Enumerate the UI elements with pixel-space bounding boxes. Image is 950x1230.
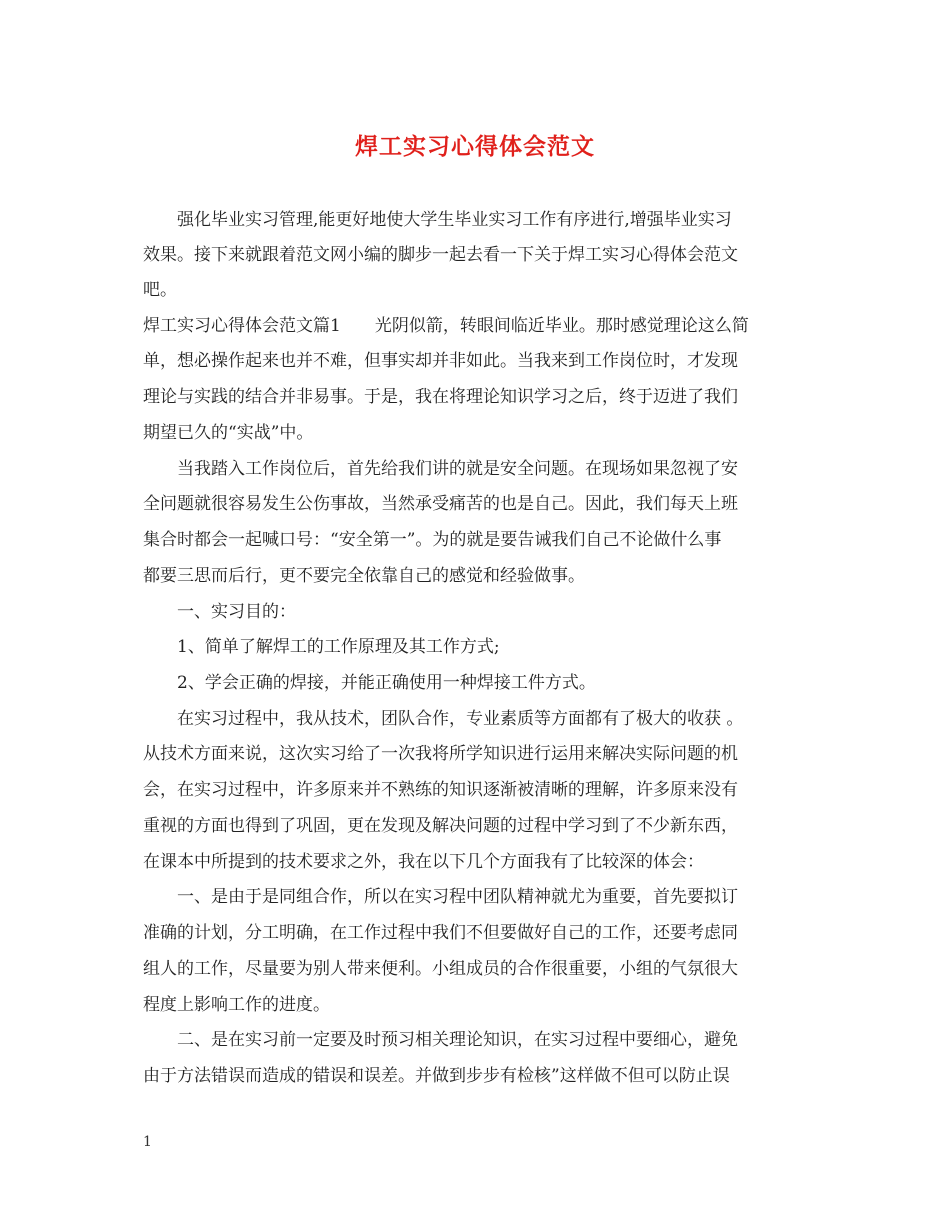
text-line: 当我踏入工作岗位后，首先给我们讲的就是安全问题。在现场如果忽视了安 xyxy=(143,459,738,479)
text-line: 理论与实践的结合并非易事。于是，我在将理论知识学习之后，终于迈进了我们 xyxy=(143,387,738,407)
text-line: 1、简单了解焊工的工作原理及其工作方式; xyxy=(143,637,500,657)
text-line: 期望已久的“实战”中。 xyxy=(143,423,314,443)
text-line: 2、学会正确的焊接，并能正确使用一种焊接工件方式。 xyxy=(143,673,596,693)
text-line: 由于方法错误而造成的错误和误差。并做到步步有检核”这样做不但可以防止误 xyxy=(143,1066,730,1086)
text-line: 程度上影响工作的进度。 xyxy=(143,995,330,1015)
text-line: 单，想必操作起来也并不难，但事实却并非如此。当我来到工作岗位时，才发现 xyxy=(143,351,738,371)
text-line: 组人的工作，尽量要为别人带来便利。小组成员的合作很重要，小组的气氛很大 xyxy=(143,959,738,979)
text-line: 效果。接下来就跟着范文网小编的脚步一起去看一下关于焊工实习心得体会范文 xyxy=(143,245,738,265)
text-line: 重视的方面也得到了巩固，更在发现及解决问题的过程中学习到了不少新东西， xyxy=(143,816,738,836)
text-line: 集合时都会一起喊口号：“安全第一”。为的就是要告诫我们自己不论做什么事 xyxy=(143,530,722,550)
text-line: 在实习过程中，我从技术，团队合作，专业素质等方面都有了极大的收获 。 xyxy=(143,709,744,729)
document-title: 焊工实习心得体会范文 xyxy=(355,134,595,160)
text-line: 吧。 xyxy=(143,280,177,300)
text-line: 全问题就很容易发生公伤事故，当然承受痛苦的也是自己。因此，我们每天上班 xyxy=(143,494,738,514)
text-line: 都要三思而后行，更不要完全依靠自己的感觉和经验做事。 xyxy=(143,566,585,586)
text-line: 二、是在实习前一定要及时预习相关理论知识，在实习过程中要细心，避免 xyxy=(143,1030,738,1050)
text-line: 准确的计划，分工明确，在工作过程中我们不但要做好自己的工作，还要考虑同 xyxy=(143,923,738,943)
text-line: 在课本中所提到的技术要求之外，我在以下几个方面我有了比较深的体会： xyxy=(143,852,704,872)
text-line: 一、是由于是同组合作，所以在实习程中团队精神就尤为重要，首先要拟订 xyxy=(143,887,738,907)
page-number: 1 xyxy=(143,1134,152,1150)
text-line: 一、实习目的： xyxy=(143,602,296,622)
text-line: 会，在实习过程中，许多原来并不熟练的知识逐渐被清晰的理解，许多原来没有 xyxy=(143,780,738,800)
text-line: 强化毕业实习管理,能更好地使大学生毕业实习工作有序进行,增强毕业实习 xyxy=(143,210,732,230)
text-line: 从技术方面来说，这次实习给了一次我将所学知识进行运用来解决实际问题的机 xyxy=(143,744,738,764)
text-line: 焊工实习心得体会范文篇1 光阴似箭，转眼间临近毕业。那时感觉理论这么简 xyxy=(143,316,749,336)
